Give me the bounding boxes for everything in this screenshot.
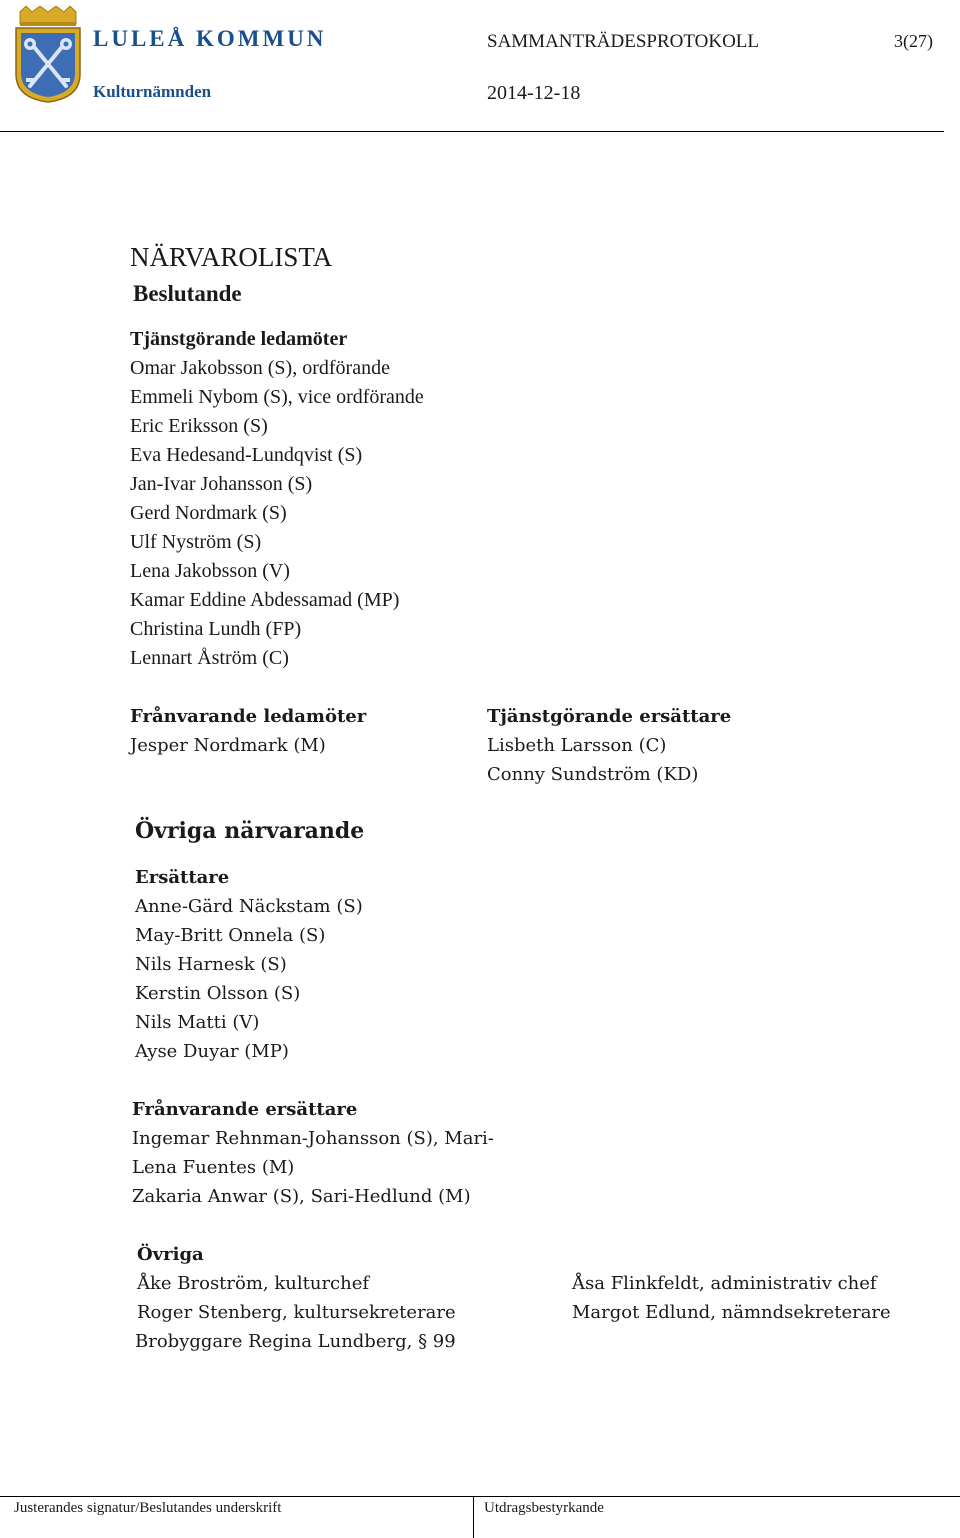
list-item — [135, 1327, 456, 1356]
header-divider — [0, 131, 944, 132]
document-type: SAMMANTRÄDESPROTOKOLL — [487, 31, 760, 52]
section-heading-ovriga: Övriga — [137, 1244, 204, 1265]
list-item: Conny Sundström (KD) — [487, 764, 699, 785]
tjanstgorande-ersattare-list — [487, 731, 698, 789]
list-item: Åsa Flinkfeldt, administrativ chef — [572, 1273, 877, 1294]
franvarande-ledamoter-list — [130, 731, 326, 760]
subheading-ersattare: Ersättare — [135, 867, 230, 888]
tjanstgorande-ledamoter-list — [130, 354, 424, 673]
page-title: NÄRVAROLISTA — [130, 242, 333, 272]
section-heading-ovriga-narvarande: Övriga närvarande — [135, 818, 365, 844]
list-item: Eva Hedesand-Lundqvist (S) — [130, 444, 363, 466]
meeting-date: 2014-12-18 — [487, 82, 581, 104]
section-heading-tjanstgorande-ledamoter: Tjänstgörande ledamöter — [130, 328, 348, 350]
committee-name: Kulturnämnden — [93, 82, 212, 101]
footer-divider — [0, 1496, 960, 1497]
page-number: 3(27) — [894, 31, 933, 51]
section-heading-franvarande-ersattare: Frånvarande ersättare — [132, 1099, 358, 1120]
list-item: Åke Broström, kulturchef — [137, 1273, 370, 1294]
municipality-logo — [12, 6, 84, 104]
list-item: Christina Lundh (FP) — [130, 618, 302, 640]
franvarande-ersattare-list — [132, 1124, 494, 1211]
list-item: Lisbeth Larsson (C) — [487, 735, 667, 756]
list-item: Lennart Åström (C) — [130, 647, 289, 669]
list-item: Emmeli Nybom (S), vice ordförande — [130, 386, 424, 408]
list-item: Gerd Nordmark (S) — [130, 502, 287, 524]
signature-label: Justerandes signatur/Beslutandes underskrift — [14, 1500, 282, 1516]
extract-label: Utdragsbestyrkande — [484, 1500, 604, 1516]
section-heading-tjanstgorande-ersattare: Tjänstgörande ersättare — [487, 706, 732, 727]
page-subtitle: Beslutande — [133, 281, 242, 306]
ovriga-right-list — [572, 1269, 891, 1327]
list-item: Jan-Ivar Johansson (S) — [130, 473, 313, 495]
list-item: Ayse Duyar (MP) — [135, 1041, 289, 1062]
list-item: Zakaria Anwar (S), Sari-Hedlund (M) — [132, 1186, 471, 1207]
list-item: Eric Eriksson (S) — [130, 415, 268, 437]
footer-column-divider — [473, 1496, 474, 1538]
list-item: Roger Stenberg, kultursekreterare — [137, 1302, 456, 1323]
list-item: Nils Matti (V) — [135, 1012, 260, 1033]
list-item: Nils Harnesk (S) — [135, 954, 287, 975]
ersattare-list — [135, 892, 363, 1066]
list-item: May-Britt Onnela (S) — [135, 925, 326, 946]
list-item: Anne-Gärd Näckstam (S) — [135, 896, 363, 917]
ovriga-left-list — [137, 1269, 456, 1356]
list-item: Ingemar Rehnman-Johansson (S), Mari- — [132, 1128, 494, 1149]
list-item: Margot Edlund, nämndsekreterare — [572, 1302, 891, 1323]
section-heading-franvarande-ledamoter: Frånvarande ledamöter — [130, 706, 367, 727]
list-item: Jesper Nordmark (M) — [130, 735, 326, 756]
paragraph-reference: § 99 — [418, 1331, 456, 1352]
list-item: Omar Jakobsson (S), ordförande — [130, 357, 390, 379]
list-item: Kamar Eddine Abdessamad (MP) — [130, 589, 400, 611]
list-item-text: Brobyggare Regina Lundberg, — [135, 1331, 413, 1352]
municipality-name: LULEÅ KOMMUN — [93, 26, 327, 51]
list-item: Lena Jakobsson (V) — [130, 560, 290, 582]
list-item: Kerstin Olsson (S) — [135, 983, 301, 1004]
list-item: Ulf Nyström (S) — [130, 531, 262, 553]
list-item: Lena Fuentes (M) — [132, 1157, 295, 1178]
